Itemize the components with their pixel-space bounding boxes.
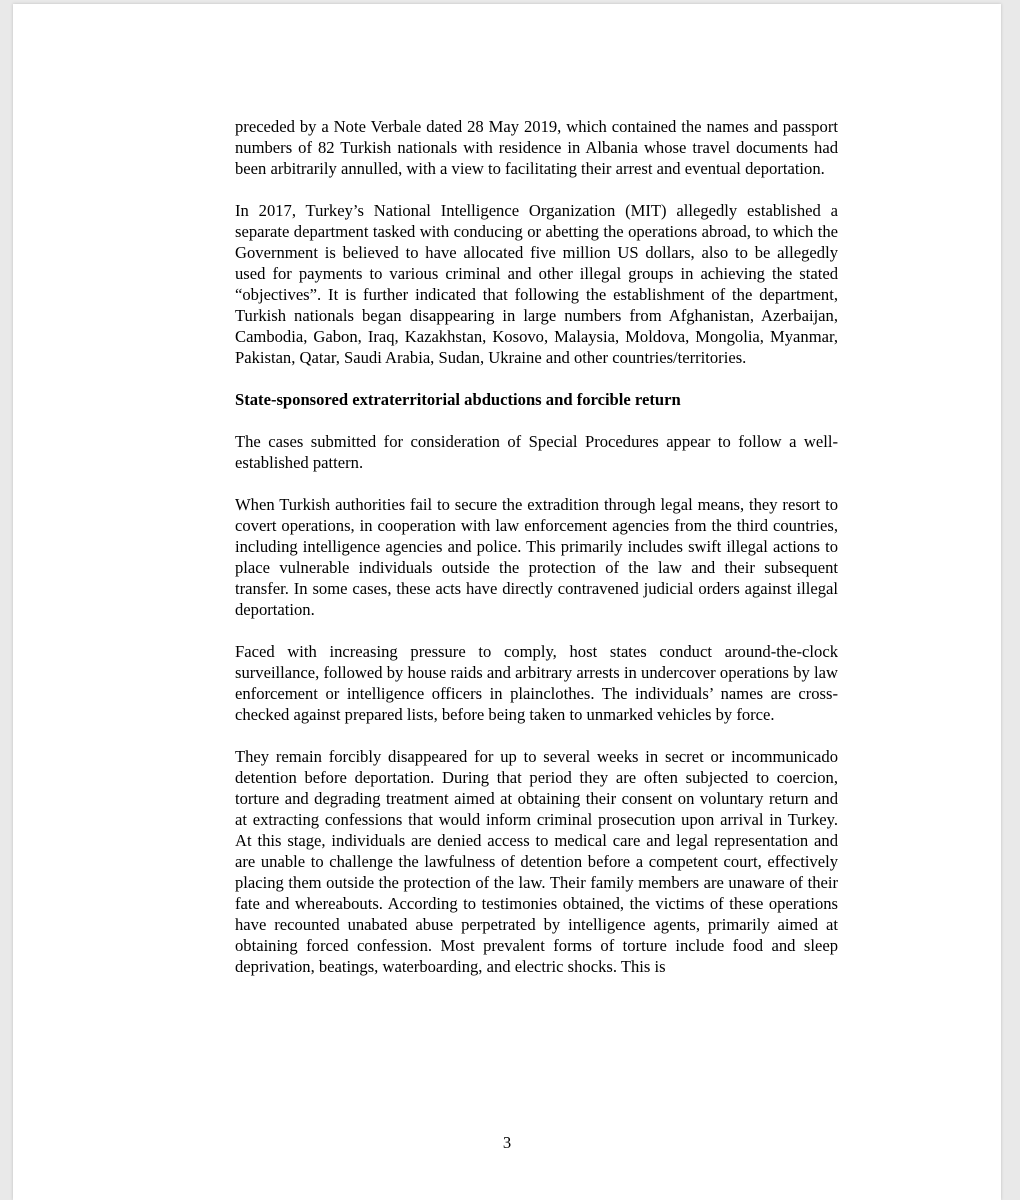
paragraph-covert-operations: When Turkish authorities fail to secure the extradition through legal means, they resort to covert operations, in cooperation with law enforcement agencies from the third countries, including intelligence agencies and police. This primarily includes swift illegal actions to place vulnerable individuals outside the protection of the law and their subsequent transfer. In some cases, these acts have directly contravened judicial orders against illegal deportation. [235, 495, 838, 619]
paragraph-surveillance: Faced with increasing pressure to comply, host states conduct around-the-clock surveillance, followed by house raids and arbitrary arrests in undercover operations by law enforcement or intelligence officers in plainclothes. The individuals’ names are cross-checked against prepared lists, before being taken to unmarked vehicles by force. [235, 642, 838, 724]
paragraph-mit-department: In 2017, Turkey’s National Intelligence Organization (MIT) allegedly established a separate department tasked with conducing or abetting the operations abroad, to which the Government is believed to have allocated five million US dollars, also to be allegedly used for payments to various criminal and other illegal groups in achieving the stated “objectives”. It is further indicated that following the establishment of the department, Turkish nationals began disappearing in large numbers from Afghanistan, Azerbaijan, Cambodia, Gabon, Iraq, Kazakhstan, Kosovo, Malaysia, Moldova, Mongolia, Myanmar, Pakistan, Qatar, Saudi Arabia, Sudan, Ukraine and other countries/territories. [235, 201, 838, 367]
page-body [235, 116, 838, 998]
paragraph-pattern: The cases submitted for consideration of Special Procedures appear to follow a well-established pattern. [235, 432, 838, 472]
paragraph-forced-disappearance: They remain forcibly disappeared for up to several weeks in secret or incommunicado detention before deportation. During that period they are often subjected to coercion, torture and degrading treatment aimed at obtaining their consent on voluntary return and at extracting confessions that would inform criminal prosecution upon arrival in Turkey. At this stage, individuals are denied access to medical care and legal representation and are unable to challenge the lawfulness of detention before a competent court, effectively placing them outside the protection of the law. Their family members are unaware of their fate and whereabouts. According to testimonies obtained, the victims of these operations have recounted unabated abuse perpetrated by intelligence agents, primarily aimed at obtaining forced confession. Most prevalent forms of torture include food and sleep deprivation, beatings, waterboarding, and electric shocks. This is [235, 747, 838, 976]
document-page [13, 4, 1001, 1200]
paragraph-note-verbale: preceded by a Note Verbale dated 28 May 2019, which contained the names and passport numbers of 82 Turkish nationals with residence in Albania whose travel documents had been arbitrarily annulled, with a view to facilitating their arrest and eventual deportation. [235, 117, 838, 178]
section-heading: State-sponsored extraterritorial abductions and forcible return [235, 390, 681, 409]
page-number: 3 [502, 1133, 512, 1152]
